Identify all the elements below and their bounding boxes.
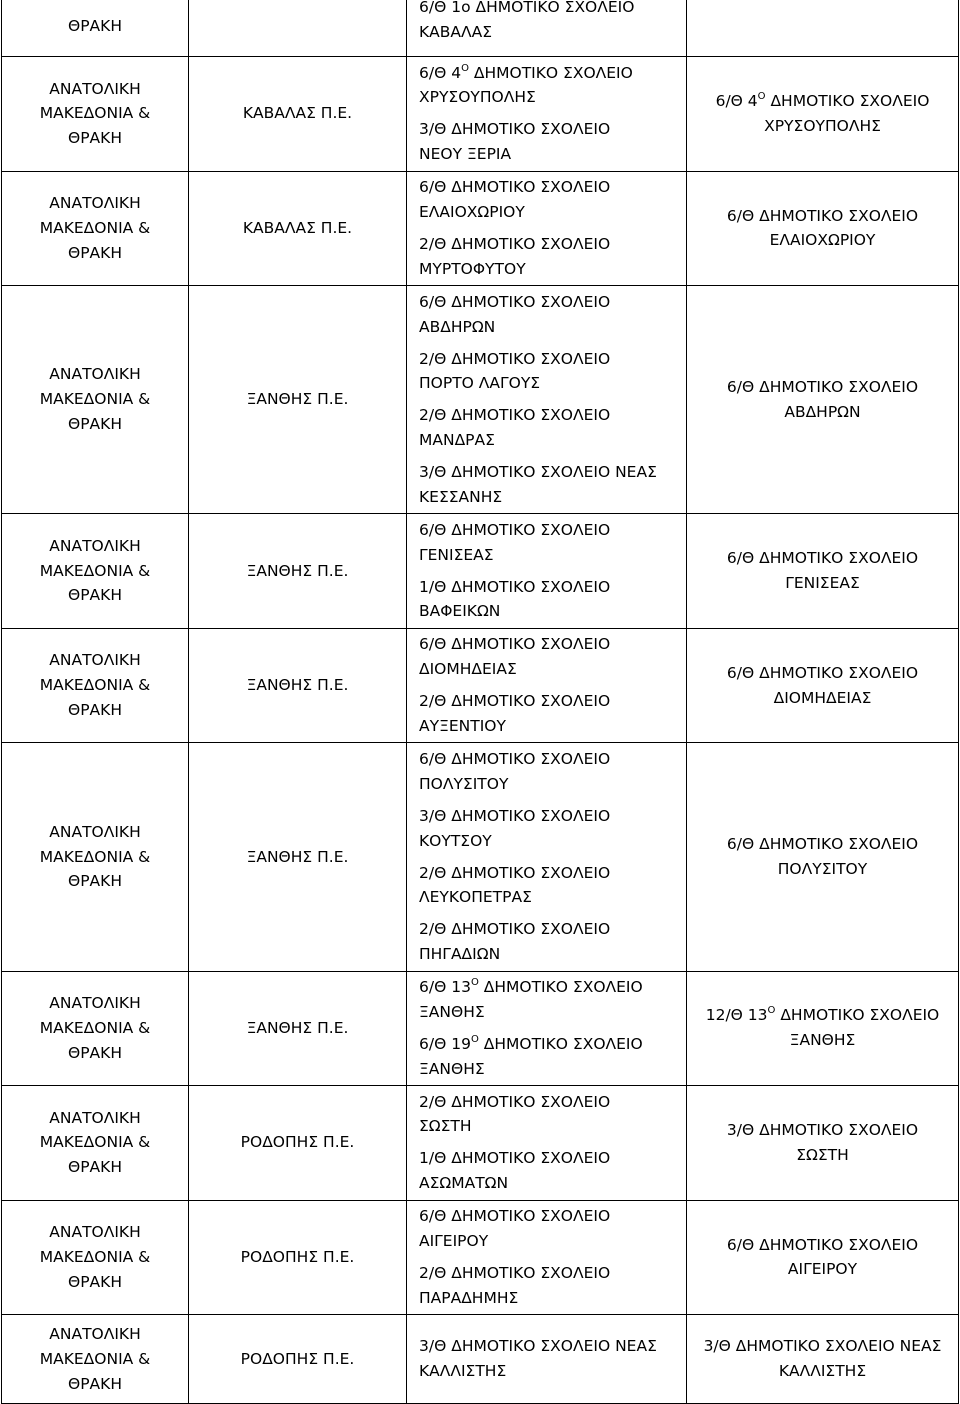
regional-unit-cell bbox=[189, 514, 407, 629]
regional-unit-name: ΞΑΝΘΗΣ Π.Ε. bbox=[246, 390, 349, 409]
region-name-line: ΑΝΑΤΟΛΙΚΗ bbox=[49, 822, 141, 841]
regional-unit-cell bbox=[189, 971, 407, 1086]
merging-schools-cell bbox=[407, 971, 687, 1086]
region-name-line: ΘΡΑΚΗ bbox=[68, 1043, 122, 1062]
regional-unit-name: ΞΑΝΘΗΣ Π.Ε. bbox=[246, 561, 349, 580]
merged-school-entry bbox=[687, 1118, 958, 1168]
school-name-line: 2/Θ ΔΗΜΟΤΙΚΟ ΣΧΟΛΕΙΟ bbox=[419, 1092, 611, 1111]
school-entry bbox=[419, 1257, 680, 1314]
school-location: ΑΒΔΗΡΩΝ bbox=[784, 402, 861, 421]
school-location: ΠΑΡΑΔΗΜΗΣ bbox=[419, 1288, 519, 1307]
school-type: ΔΗΜΟΤΙΚΟ ΣΧΟΛΕΙΟ bbox=[478, 1034, 643, 1053]
school-name-line: 6/Θ ΔΗΜΟΤΙΚΟ ΣΧΟΛΕΙΟ bbox=[419, 749, 611, 768]
regional-unit-name: ΡΟΔΟΠΗΣ Π.Ε. bbox=[240, 1248, 355, 1266]
table-row bbox=[2, 971, 959, 1086]
school-entry bbox=[419, 114, 680, 171]
region-name-line: ΑΝΑΤΟΛΙΚΗ bbox=[49, 1108, 141, 1127]
regional-unit-cell bbox=[189, 57, 407, 172]
region-name-line: ΜΑΚΕΔΟΝΙΑ & bbox=[39, 1018, 151, 1037]
region-name-line: ΜΑΚΕΔΟΝΙΑ & bbox=[39, 218, 151, 237]
school-location: ΣΩΣΤΗ bbox=[796, 1145, 849, 1164]
region-name-line: ΘΡΑΚΗ bbox=[68, 415, 122, 434]
region-name-line: ΘΡΑΚΗ bbox=[68, 872, 122, 891]
school-location: ΑΥΞΕΝΤΙΟΥ bbox=[419, 716, 506, 735]
region-name-line: ΑΝΑΤΟΛΙΚΗ bbox=[49, 1223, 141, 1242]
region-name-line: ΘΡΑΚΗ bbox=[68, 17, 122, 36]
school-location: ΚΑΛΛΙΣΤΗΣ bbox=[419, 1362, 507, 1381]
region-cell bbox=[2, 743, 189, 971]
school-entry bbox=[419, 1086, 680, 1143]
school-location: ΠΟΛΥΣΙΤΟΥ bbox=[419, 774, 509, 793]
school-entry bbox=[419, 686, 680, 743]
table-row bbox=[2, 1086, 959, 1201]
merging-schools-cell bbox=[407, 286, 687, 514]
school-location: ΚΑΒΑΛΑΣ bbox=[419, 22, 493, 41]
school-size: 6/Θ 19 bbox=[419, 1034, 471, 1053]
region-name-line: ΘΡΑΚΗ bbox=[68, 243, 122, 262]
regional-unit-cell bbox=[189, 628, 407, 743]
school-location: ΠΟΡΤΟ ΛΑΓΟΥΣ bbox=[419, 374, 541, 393]
ordinal-superscript: Ο bbox=[470, 977, 479, 989]
school-entry bbox=[419, 456, 680, 513]
school-location: ΑΙΓΕΙΡΟΥ bbox=[787, 1260, 858, 1279]
merging-schools-cell bbox=[407, 0, 687, 57]
school-entry bbox=[419, 972, 680, 1029]
school-location: ΜΑΝΔΡΑΣ bbox=[419, 431, 495, 450]
school-name-line: 2/Θ ΔΗΜΟΤΙΚΟ ΣΧΟΛΕΙΟ bbox=[419, 406, 611, 425]
school-entry bbox=[419, 629, 680, 686]
table-row bbox=[2, 57, 959, 172]
regional-unit-name: ΞΑΝΘΗΣ Π.Ε. bbox=[246, 847, 349, 866]
school-location: ΔΙΟΜΗΔΕΙΑΣ bbox=[419, 660, 517, 679]
school-location: ΓΕΝΙΣΕΑΣ bbox=[419, 545, 494, 564]
regional-unit-name: ΞΑΝΘΗΣ Π.Ε. bbox=[246, 676, 349, 695]
merging-schools-cell bbox=[407, 514, 687, 629]
region-name-line: ΜΑΚΕΔΟΝΙΑ & bbox=[39, 1349, 151, 1368]
merging-schools-cell bbox=[407, 743, 687, 971]
region-name-line: ΑΝΑΤΟΛΙΚΗ bbox=[49, 651, 141, 670]
school-name-line: 2/Θ ΔΗΜΟΤΙΚΟ ΣΧΟΛΕΙΟ bbox=[419, 234, 611, 253]
region-cell bbox=[2, 1200, 189, 1315]
region-name-line: ΜΑΚΕΔΟΝΙΑ & bbox=[39, 1133, 151, 1152]
school-type: ΔΗΜΟΤΙΚΟ ΣΧΟΛΕΙΟ bbox=[765, 91, 930, 110]
merging-schools-cell bbox=[407, 1086, 687, 1201]
merged-school-cell bbox=[687, 971, 959, 1086]
school-name-line: 2/Θ ΔΗΜΟΤΙΚΟ ΣΧΟΛΕΙΟ bbox=[419, 349, 611, 368]
school-name-line: 6/Θ ΔΗΜΟΤΙΚΟ ΣΧΟΛΕΙΟ bbox=[726, 1235, 919, 1254]
merging-schools-cell bbox=[407, 171, 687, 286]
region-name-line: ΑΝΑΤΟΛΙΚΗ bbox=[49, 79, 141, 98]
table-row bbox=[2, 514, 959, 629]
school-name-line bbox=[419, 1032, 680, 1057]
school-name-line: 3/Θ ΔΗΜΟΤΙΚΟ ΣΧΟΛΕΙΟ bbox=[419, 806, 611, 825]
school-location: ΚΑΛΛΙΣΤΗΣ bbox=[778, 1362, 867, 1381]
region-name-line: ΑΝΑΤΟΛΙΚΗ bbox=[49, 1324, 141, 1343]
merged-school-entry bbox=[687, 1233, 958, 1283]
school-name-line: 3/Θ ΔΗΜΟΤΙΚΟ ΣΧΟΛΕΙΟ bbox=[726, 1121, 919, 1140]
regional-unit-name: ΞΑΝΘΗΣ Π.Ε. bbox=[246, 1018, 349, 1037]
school-name-line: 1/Θ ΔΗΜΟΤΙΚΟ ΣΧΟΛΕΙΟ bbox=[419, 577, 611, 596]
merging-schools-cell bbox=[407, 1200, 687, 1315]
school-entry bbox=[419, 286, 680, 343]
region-name-line: ΑΝΑΤΟΛΙΚΗ bbox=[49, 994, 141, 1013]
school-name-line bbox=[419, 975, 680, 1000]
school-location: ΕΛΑΙΟΧΩΡΙΟΥ bbox=[769, 231, 876, 250]
merged-school-cell bbox=[687, 1315, 959, 1404]
region-name-line: ΘΡΑΚΗ bbox=[68, 586, 122, 605]
school-location: ΑΙΓΕΙΡΟΥ bbox=[419, 1232, 489, 1251]
region-name-line: ΜΑΚΕΔΟΝΙΑ & bbox=[39, 847, 151, 866]
school-location: ΑΣΩΜΑΤΩΝ bbox=[419, 1174, 509, 1193]
table-row bbox=[2, 1315, 959, 1404]
merged-school-cell bbox=[687, 743, 959, 971]
school-location: ΞΑΝΘΗΣ bbox=[419, 1059, 485, 1078]
school-location: ΕΛΑΙΟΧΩΡΙΟΥ bbox=[419, 202, 525, 221]
merged-school-cell bbox=[687, 0, 959, 57]
school-type: ΔΗΜΟΤΙΚΟ ΣΧΟΛΕΙΟ bbox=[775, 1006, 940, 1025]
merged-school-cell bbox=[687, 171, 959, 286]
merged-school-cell bbox=[687, 1086, 959, 1201]
school-name-line bbox=[419, 61, 680, 86]
merged-school-entry bbox=[687, 546, 958, 596]
regional-unit-name: ΡΟΔΟΠΗΣ Π.Ε. bbox=[240, 1349, 355, 1368]
table-row bbox=[2, 628, 959, 743]
school-entry bbox=[419, 571, 680, 628]
regional-unit-name: ΡΟΔΟΠΗΣ Π.Ε. bbox=[240, 1133, 355, 1152]
region-cell bbox=[2, 514, 189, 629]
table-row bbox=[2, 0, 959, 57]
school-name-line: 6/Θ ΔΗΜΟΤΙΚΟ ΣΧΟΛΕΙΟ bbox=[726, 835, 919, 854]
merged-school-entry bbox=[687, 375, 958, 425]
school-name-line: 1/Θ ΔΗΜΟΤΙΚΟ ΣΧΟΛΕΙΟ bbox=[419, 1149, 611, 1168]
school-name-line: 6/Θ ΔΗΜΟΤΙΚΟ ΣΧΟΛΕΙΟ bbox=[726, 663, 919, 682]
school-size: 6/Θ 13 bbox=[419, 978, 471, 997]
region-cell bbox=[2, 1315, 189, 1404]
ordinal-superscript: Ο bbox=[461, 62, 469, 74]
table-row bbox=[2, 743, 959, 971]
school-entry bbox=[419, 1028, 680, 1085]
region-name-line: ΘΡΑΚΗ bbox=[68, 129, 122, 148]
school-name-line bbox=[687, 89, 958, 114]
school-name-line: 6/Θ 1ο ΔΗΜΟΤΙΚΟ ΣΧΟΛΕΙΟ bbox=[419, 0, 635, 16]
region-name-line: ΜΑΚΕΔΟΝΙΑ & bbox=[39, 561, 151, 580]
school-location: ΧΡΥΣΟΥΠΟΛΗΣ bbox=[419, 88, 536, 107]
merging-schools-cell bbox=[407, 1315, 687, 1404]
school-entry bbox=[419, 400, 680, 457]
region-name-line: ΘΡΑΚΗ bbox=[68, 700, 122, 719]
region-cell bbox=[2, 971, 189, 1086]
school-type: ΔΗΜΟΤΙΚΟ ΣΧΟΛΕΙΟ bbox=[468, 63, 633, 82]
school-name-line: 6/Θ ΔΗΜΟΤΙΚΟ ΣΧΟΛΕΙΟ bbox=[419, 178, 611, 197]
school-size: 12/Θ 13 bbox=[705, 1006, 768, 1025]
merging-schools-cell bbox=[407, 57, 687, 172]
region-name-line: ΘΡΑΚΗ bbox=[68, 1158, 122, 1177]
school-location: ΞΑΝΘΗΣ bbox=[419, 1002, 485, 1021]
region-cell bbox=[2, 171, 189, 286]
merged-school-entry bbox=[687, 1003, 958, 1053]
merged-school-entry bbox=[687, 204, 958, 254]
school-name-line: 2/Θ ΔΗΜΟΤΙΚΟ ΣΧΟΛΕΙΟ bbox=[419, 692, 611, 711]
school-entry bbox=[419, 1331, 680, 1388]
school-name-line: 6/Θ ΔΗΜΟΤΙΚΟ ΣΧΟΛΕΙΟ bbox=[419, 292, 611, 311]
regional-unit-cell bbox=[189, 1086, 407, 1201]
ordinal-superscript: Ο bbox=[757, 90, 766, 102]
school-entry bbox=[419, 1201, 680, 1258]
school-location: ΞΑΝΘΗΣ bbox=[789, 1031, 856, 1050]
region-name-line: ΑΝΑΤΟΛΙΚΗ bbox=[49, 194, 141, 213]
regional-unit-cell bbox=[189, 286, 407, 514]
regional-unit-name: ΚΑΒΑΛΑΣ Π.Ε. bbox=[242, 104, 353, 123]
school-name-line: 6/Θ ΔΗΜΟΤΙΚΟ ΣΧΟΛΕΙΟ bbox=[419, 635, 611, 654]
school-name-line: 6/Θ ΔΗΜΟΤΙΚΟ ΣΧΟΛΕΙΟ bbox=[419, 1207, 611, 1226]
regional-unit-cell bbox=[189, 0, 407, 57]
table-row bbox=[2, 1200, 959, 1315]
region-name-line: ΜΑΚΕΔΟΝΙΑ & bbox=[39, 390, 151, 409]
table-row bbox=[2, 171, 959, 286]
school-entry bbox=[419, 0, 680, 48]
merged-school-cell bbox=[687, 1200, 959, 1315]
mergers-table bbox=[1, 0, 959, 1404]
school-entry bbox=[419, 57, 680, 114]
region-name-line: ΘΡΑΚΗ bbox=[68, 1374, 122, 1393]
region-cell bbox=[2, 628, 189, 743]
merged-school-cell bbox=[687, 57, 959, 172]
school-name-line: 3/Θ ΔΗΜΟΤΙΚΟ ΣΧΟΛΕΙΟ ΝΕΑΣ bbox=[419, 463, 657, 482]
school-name-line: 6/Θ ΔΗΜΟΤΙΚΟ ΣΧΟΛΕΙΟ bbox=[726, 206, 919, 225]
regional-unit-cell bbox=[189, 1200, 407, 1315]
merged-school-cell bbox=[687, 514, 959, 629]
mergers-table-body bbox=[2, 0, 959, 1404]
school-type: ΔΗΜΟΤΙΚΟ ΣΧΟΛΕΙΟ bbox=[478, 978, 643, 997]
school-name-line: 6/Θ ΔΗΜΟΤΙΚΟ ΣΧΟΛΕΙΟ bbox=[726, 377, 919, 396]
region-name-line: ΜΑΚΕΔΟΝΙΑ & bbox=[39, 104, 151, 123]
school-location: ΓΕΝΙΣΕΑΣ bbox=[785, 574, 860, 593]
school-location: ΠΟΛΥΣΙΤΟΥ bbox=[777, 859, 868, 878]
school-name-line bbox=[687, 1003, 958, 1028]
table-row bbox=[2, 286, 959, 514]
school-location: ΑΒΔΗΡΩΝ bbox=[419, 317, 496, 336]
school-name-line: 3/Θ ΔΗΜΟΤΙΚΟ ΣΧΟΛΕΙΟ ΝΕΑΣ bbox=[703, 1337, 942, 1356]
merged-school-cell bbox=[687, 628, 959, 743]
school-name-line: 3/Θ ΔΗΜΟΤΙΚΟ ΣΧΟΛΕΙΟ bbox=[419, 120, 611, 139]
school-location: ΚΟΥΤΣΟΥ bbox=[419, 831, 492, 850]
school-entry bbox=[419, 743, 680, 800]
region-cell bbox=[2, 57, 189, 172]
regional-unit-cell bbox=[189, 1315, 407, 1404]
school-name-line: 2/Θ ΔΗΜΟΤΙΚΟ ΣΧΟΛΕΙΟ bbox=[419, 920, 611, 939]
region-name-line: ΘΡΑΚΗ bbox=[68, 1272, 122, 1291]
school-entry bbox=[419, 1143, 680, 1200]
school-location: ΛΕΥΚΟΠΕΤΡΑΣ bbox=[419, 888, 532, 907]
school-location: ΚΕΣΣΑΝΗΣ bbox=[419, 487, 503, 506]
school-size: 6/Θ 4 bbox=[419, 63, 462, 82]
regional-unit-cell bbox=[189, 171, 407, 286]
region-name-line: ΑΝΑΤΟΛΙΚΗ bbox=[49, 365, 141, 384]
school-name-line: 3/Θ ΔΗΜΟΤΙΚΟ ΣΧΟΛΕΙΟ ΝΕΑΣ bbox=[419, 1337, 657, 1356]
region-name-line: ΜΑΚΕΔΟΝΙΑ & bbox=[39, 1248, 151, 1266]
merged-school-entry bbox=[687, 832, 958, 882]
school-entry bbox=[419, 514, 680, 571]
school-name-line: 6/Θ ΔΗΜΟΤΙΚΟ ΣΧΟΛΕΙΟ bbox=[726, 549, 919, 568]
region-name-line: ΜΑΚΕΔΟΝΙΑ & bbox=[39, 676, 151, 695]
school-entry bbox=[419, 857, 680, 914]
school-entry bbox=[419, 914, 680, 971]
school-location: ΜΥΡΤΟΦΥΤΟΥ bbox=[419, 259, 526, 278]
ordinal-superscript: Ο bbox=[470, 1033, 479, 1045]
region-name-line: ΑΝΑΤΟΛΙΚΗ bbox=[49, 536, 141, 555]
school-location: ΠΗΓΑΔΙΩΝ bbox=[419, 945, 501, 964]
regional-unit-cell bbox=[189, 743, 407, 971]
merging-schools-cell bbox=[407, 628, 687, 743]
school-location: ΝΕΟΥ ΞΕΡΙΑ bbox=[419, 145, 512, 164]
school-size: 6/Θ 4 bbox=[715, 91, 758, 110]
region-cell bbox=[2, 1086, 189, 1201]
region-cell bbox=[2, 286, 189, 514]
school-entry bbox=[419, 800, 680, 857]
school-location: ΣΩΣΤΗ bbox=[419, 1117, 472, 1136]
school-location: ΒΑΦΕΙΚΩΝ bbox=[419, 602, 501, 621]
region-cell bbox=[2, 0, 189, 57]
school-location: ΧΡΥΣΟΥΠΟΛΗΣ bbox=[764, 116, 881, 135]
regional-unit-name: ΚΑΒΑΛΑΣ Π.Ε. bbox=[242, 218, 353, 237]
school-location: ΔΙΟΜΗΔΕΙΑΣ bbox=[773, 688, 872, 707]
ordinal-superscript: Ο bbox=[767, 1005, 776, 1017]
school-entry bbox=[419, 172, 680, 229]
school-entry bbox=[419, 343, 680, 400]
merged-school-entry bbox=[687, 661, 958, 711]
school-name-line: 2/Θ ΔΗΜΟΤΙΚΟ ΣΧΟΛΕΙΟ bbox=[419, 1264, 611, 1282]
merged-school-cell bbox=[687, 286, 959, 514]
school-name-line: 2/Θ ΔΗΜΟΤΙΚΟ ΣΧΟΛΕΙΟ bbox=[419, 863, 611, 882]
merged-school-entry bbox=[687, 89, 958, 139]
school-name-line: 6/Θ ΔΗΜΟΤΙΚΟ ΣΧΟΛΕΙΟ bbox=[419, 520, 611, 539]
school-entry bbox=[419, 228, 680, 285]
